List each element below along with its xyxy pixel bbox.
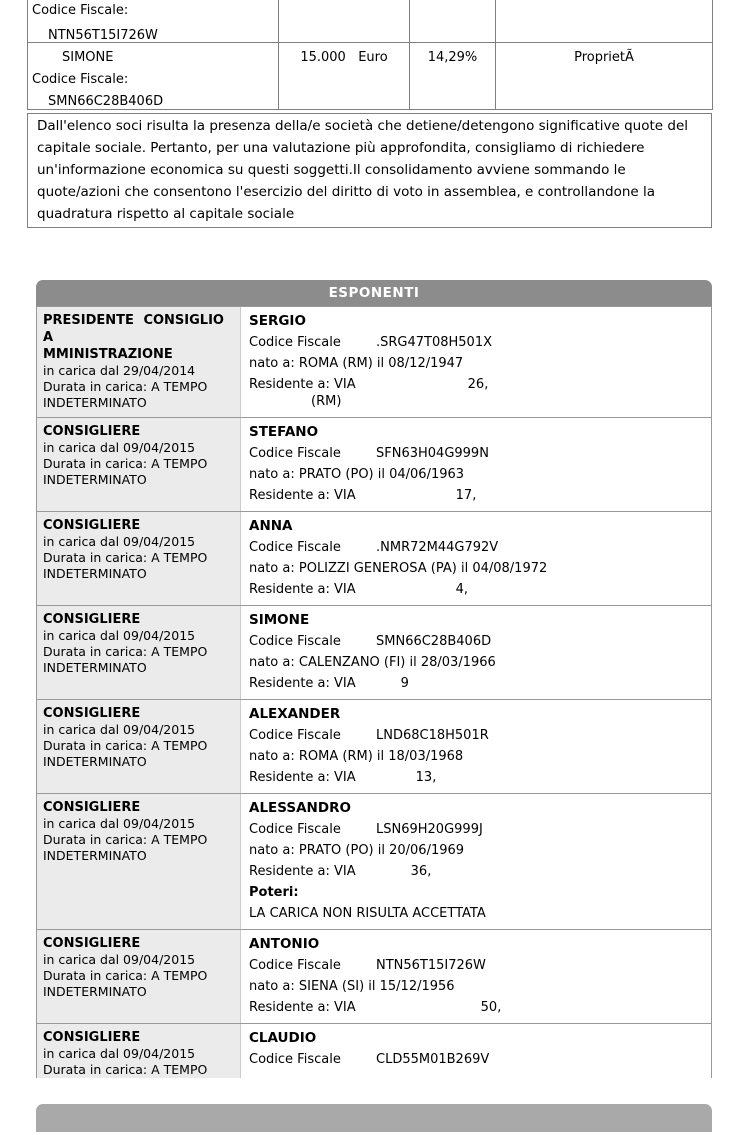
person-details-cell xyxy=(241,418,711,511)
person-name: ANNA xyxy=(249,518,293,534)
cf-value: .NMR72M44G792V xyxy=(376,540,499,555)
cf-label: Codice Fiscale xyxy=(249,446,341,461)
soci-cell-name xyxy=(28,43,279,110)
codice-fiscale-line xyxy=(249,335,701,350)
codice-fiscale-line xyxy=(249,634,701,649)
role-title: CONSIGLIERE xyxy=(43,800,141,815)
cf-value: LSN69H20G999J xyxy=(376,822,483,837)
person-details-cell xyxy=(241,307,711,417)
residence-number: 17, xyxy=(455,488,477,503)
cf-label: Codice Fiscale xyxy=(249,822,341,837)
soci-table xyxy=(27,0,713,110)
residence-label: Residente a: VIA xyxy=(249,377,356,392)
residence-label: Residente a: VIA xyxy=(249,676,356,691)
codice-fiscale-line xyxy=(249,540,701,555)
soci-cell-percent-partial xyxy=(410,0,496,43)
residence-number: 50, xyxy=(480,1000,502,1015)
birth-line: nato a: POLIZZI GENEROSA (PA) il 04/08/1972 xyxy=(249,561,548,576)
codice-fiscale-line xyxy=(249,728,701,743)
person-details-cell xyxy=(241,606,711,699)
soci-note-box: Dall'elenco soci risulta la presenza della/e società che detiene/detengono significative quote del capitale sociale. Pertanto, per una valutazione più approfondita, consigliamo di richiedere un'informazione economica su questi soggetti.Il consolidamento avviene sommando le quote/azioni che consentono l'esercizio del diritto di voto in assemblea, e controllandone la quadratura rispetto al capitale sociale xyxy=(27,113,712,228)
residence-number: 9 xyxy=(400,676,409,691)
esponenti-row xyxy=(37,417,711,511)
residence-number: 13, xyxy=(415,770,437,785)
role-cell xyxy=(37,700,241,793)
cf-label: Codice Fiscale xyxy=(249,1052,341,1067)
role-details: in carica dal 09/04/2015 Durata in carica: A TEMPO INDETERMINATO xyxy=(43,952,208,999)
role-title: CONSIGLIERE xyxy=(43,612,141,627)
cf-label: Codice Fiscale xyxy=(249,958,341,973)
esponenti-row xyxy=(37,1023,711,1078)
cf-label: Codice Fiscale: xyxy=(32,72,129,87)
cf-value: SMN66C28B406D xyxy=(376,634,492,649)
role-details: in carica dal 09/04/2015 Durata in carica: A TEMPO INDETERMINATO xyxy=(43,722,208,769)
residence-line xyxy=(249,676,701,691)
role-cell xyxy=(37,512,241,605)
person-name: ALEXANDER xyxy=(249,706,341,722)
residence-number: 36, xyxy=(410,864,432,879)
role-title: CONSIGLIERE xyxy=(43,1030,141,1045)
role-title: CONSIGLIERE xyxy=(43,936,141,951)
residence-number: 26, xyxy=(467,377,489,392)
cf-value: SMN66C28B406D xyxy=(48,94,164,109)
role-title: CONSIGLIERE xyxy=(43,706,141,721)
residence-number: 4, xyxy=(455,582,469,597)
residence-label: Residente a: VIA xyxy=(249,770,356,785)
esponenti-row xyxy=(37,929,711,1023)
cf-value: SFN63H04G999N xyxy=(376,446,489,461)
role-details: in carica dal 29/04/2014 Durata in carica: A TEMPO INDETERMINATO xyxy=(43,363,208,410)
cf-label: Codice Fiscale xyxy=(249,540,341,555)
codice-fiscale-line xyxy=(249,958,701,973)
cf-label: Codice Fiscale: xyxy=(32,3,129,18)
residence-label: Residente a: VIA xyxy=(249,488,356,503)
birth-line: nato a: PRATO (PO) il 20/06/1969 xyxy=(249,843,465,858)
role-cell xyxy=(37,307,241,417)
soci-cell-percent: 14,29% xyxy=(410,43,496,110)
person-details-cell xyxy=(241,794,711,929)
residence-line xyxy=(249,770,701,785)
person-name: SIMONE xyxy=(249,612,310,628)
esponenti-header: ESPONENTI xyxy=(36,280,712,306)
person-name: CLAUDIO xyxy=(249,1030,317,1046)
birth-line: nato a: ROMA (RM) il 18/03/1968 xyxy=(249,749,464,764)
soci-cell-diritto-partial xyxy=(496,0,713,43)
birth-line: nato a: ROMA (RM) il 08/12/1947 xyxy=(249,356,464,371)
role-cell xyxy=(37,1024,241,1078)
role-title: CONSIGLIERE xyxy=(43,424,141,439)
role-cell xyxy=(37,794,241,929)
residence-line xyxy=(249,864,701,879)
birth-line: nato a: PRATO (PO) il 04/06/1963 xyxy=(249,467,465,482)
role-cell xyxy=(37,930,241,1023)
cf-value: CLD55M01B269V xyxy=(376,1052,490,1067)
person-details-cell xyxy=(241,1024,711,1078)
esponenti-rows xyxy=(36,306,712,1078)
role-details: in carica dal 09/04/2015 Durata in carica: A TEMPO INDETERMINATO xyxy=(43,440,208,487)
residence-line xyxy=(249,488,701,503)
codice-fiscale-line xyxy=(249,1052,701,1067)
role-details: in carica dal 09/04/2015 Durata in carica: A TEMPO INDETERMINATO xyxy=(43,816,208,863)
cf-label: Codice Fiscale xyxy=(249,728,341,743)
role-details: in carica dal 09/04/2015 Durata in carica: A TEMPO INDETERMINATO xyxy=(43,628,208,675)
poteri-text: LA CARICA NON RISULTA ACCETTATA xyxy=(249,906,486,921)
role-title: CONSIGLIERE xyxy=(43,518,141,533)
poteri-label: Poteri: xyxy=(249,885,299,900)
esponenti-row xyxy=(37,306,711,417)
cf-value: LND68C18H501R xyxy=(376,728,489,743)
shareholder-name: SIMONE xyxy=(62,50,114,65)
role-cell xyxy=(37,418,241,511)
residence-label: Residente a: VIA xyxy=(249,864,356,879)
role-details: in carica dal 09/04/2015 Durata in carica: A TEMPO INDETERMINATO xyxy=(43,534,208,581)
esponenti-row xyxy=(37,699,711,793)
person-name: ANTONIO xyxy=(249,936,320,952)
codice-fiscale-line xyxy=(249,446,701,461)
residence-line xyxy=(249,377,701,392)
residence-label: Residente a: VIA xyxy=(249,582,356,597)
cf-value: .SRG47T08H501X xyxy=(376,335,493,350)
person-name: STEFANO xyxy=(249,424,319,440)
birth-line: nato a: SIENA (SI) il 15/12/1956 xyxy=(249,979,455,994)
role-details: in carica dal 09/04/2015 Durata in carica: A TEMPO xyxy=(43,1046,208,1077)
soci-cell-diritto: ProprietÃ xyxy=(496,43,713,110)
person-details-cell xyxy=(241,700,711,793)
person-name: ALESSANDRO xyxy=(249,800,351,816)
birth-line: nato a: CALENZANO (FI) il 28/03/1966 xyxy=(249,655,496,670)
esponenti-row xyxy=(37,793,711,929)
soci-cell-capital-partial xyxy=(279,0,410,43)
role-cell xyxy=(37,606,241,699)
cf-label: Codice Fiscale xyxy=(249,335,341,350)
residence-line xyxy=(249,582,701,597)
residence-line-2: (RM) xyxy=(311,394,342,409)
residence-label: Residente a: VIA xyxy=(249,1000,356,1015)
esponenti-row xyxy=(37,605,711,699)
codice-fiscale-line xyxy=(249,822,701,837)
cf-label: Codice Fiscale xyxy=(249,634,341,649)
esponenti-row xyxy=(37,511,711,605)
person-details-cell xyxy=(241,512,711,605)
soci-cell-capital: 15.000 Euro xyxy=(279,43,410,110)
soci-cell-name-partial xyxy=(28,0,279,43)
cf-value: NTN56T15I726W xyxy=(48,28,158,43)
person-name: SERGIO xyxy=(249,313,306,329)
next-section-header-bar xyxy=(36,1104,712,1132)
person-details-cell xyxy=(241,930,711,1023)
residence-line xyxy=(249,1000,701,1015)
esponenti-section xyxy=(36,280,712,1078)
role-title: PRESIDENTE CONSIGLIO A MMINISTRAZIONE xyxy=(43,313,224,362)
cf-value: NTN56T15I726W xyxy=(376,958,486,973)
